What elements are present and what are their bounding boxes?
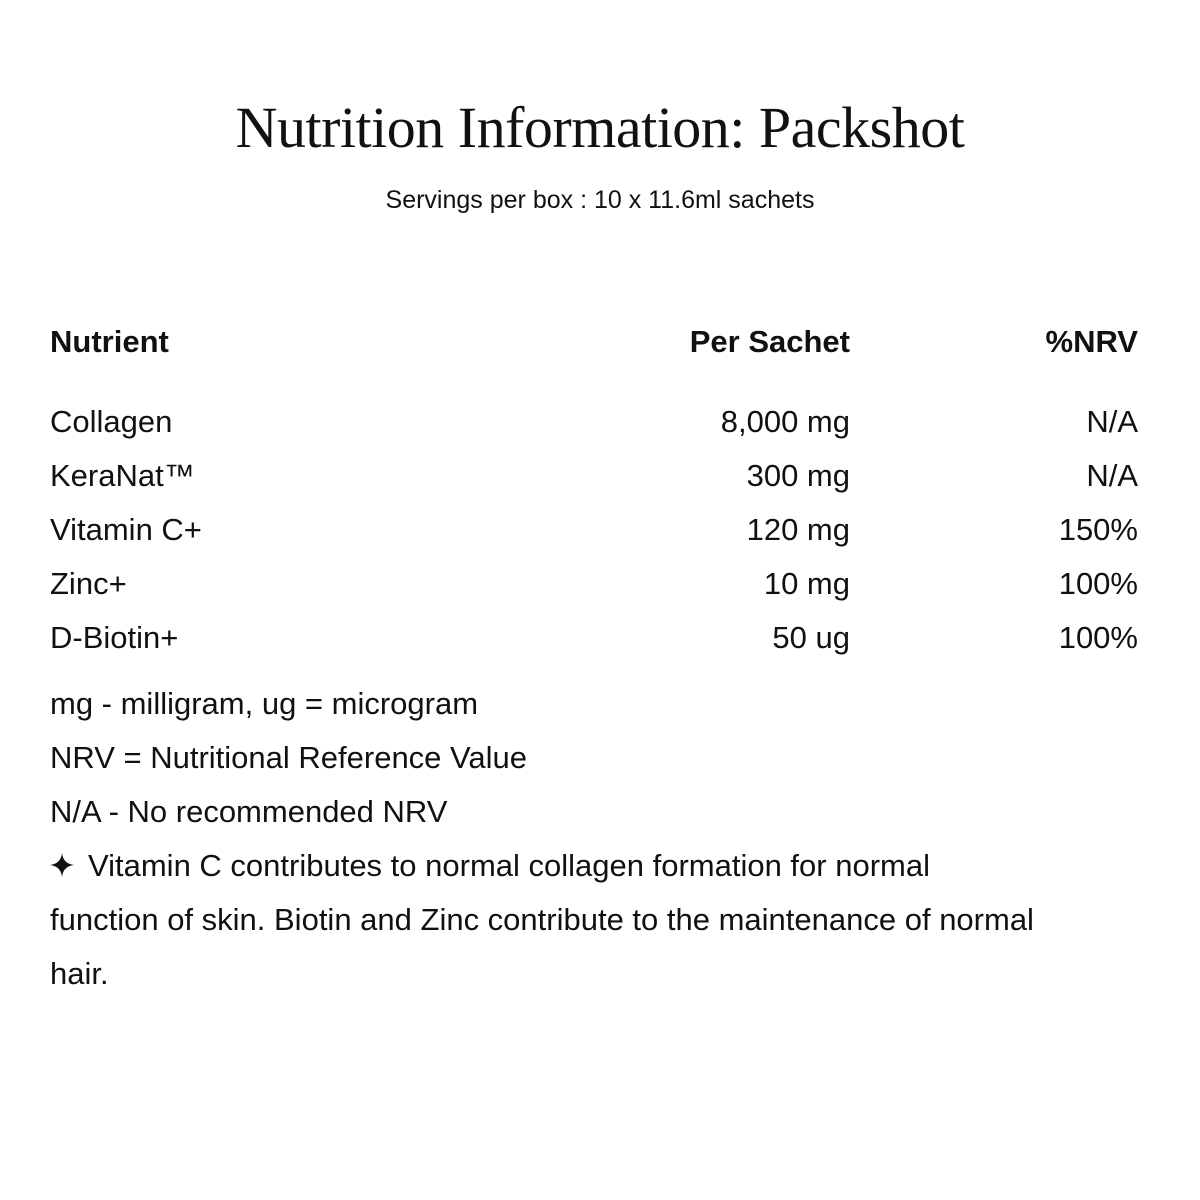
per-sachet-value: 120 mg [746, 512, 850, 547]
table-row [50, 456, 1138, 510]
nutrient-name: Collagen [50, 404, 173, 439]
per-sachet-value: 10 mg [763, 566, 850, 601]
nutrient-name: KeraNat™ [50, 458, 195, 493]
column-header-nrv: %NRV [1045, 324, 1138, 359]
servings-subtitle: Servings per box : 10 x 11.6ml sachets [385, 186, 815, 214]
nrv-value: 150% [1058, 512, 1138, 547]
nrv-definition-note: NRV = Nutritional Reference Value [50, 740, 528, 775]
per-sachet-value: 300 mg [746, 458, 850, 493]
nutrient-name: D-Biotin+ [50, 620, 179, 655]
footnotes [50, 677, 1050, 1001]
nutrient-name: Vitamin C+ [50, 512, 202, 547]
nrv-value: N/A [1086, 458, 1138, 493]
health-claim [50, 839, 1040, 1001]
na-definition-note: N/A - No recommended NRV [50, 794, 448, 829]
page-title: Nutrition Information: Packshot [235, 95, 965, 160]
nrv-value: N/A [1086, 404, 1138, 439]
health-claim-text: Vitamin C contributes to normal collagen formation for normal function of skin. Biotin and Zinc contribute to the maintenance of normal hair. [50, 848, 1034, 991]
column-header-per-sachet: Per Sachet [689, 324, 850, 359]
four-point-star-icon [50, 853, 74, 877]
table-header-row [50, 322, 1138, 402]
column-header-nutrient: Nutrient [50, 324, 169, 359]
table-row [50, 402, 1138, 456]
table-row [50, 564, 1138, 618]
nrv-value: 100% [1058, 566, 1138, 601]
per-sachet-value: 50 ug [772, 620, 850, 655]
nutrient-name: Zinc+ [50, 566, 127, 601]
table-row [50, 618, 1138, 672]
per-sachet-value: 8,000 mg [720, 404, 850, 439]
nrv-value: 100% [1058, 620, 1138, 655]
nutrition-table [50, 322, 1138, 672]
table-row [50, 510, 1138, 564]
units-note: mg - milligram, ug = microgram [50, 686, 479, 721]
